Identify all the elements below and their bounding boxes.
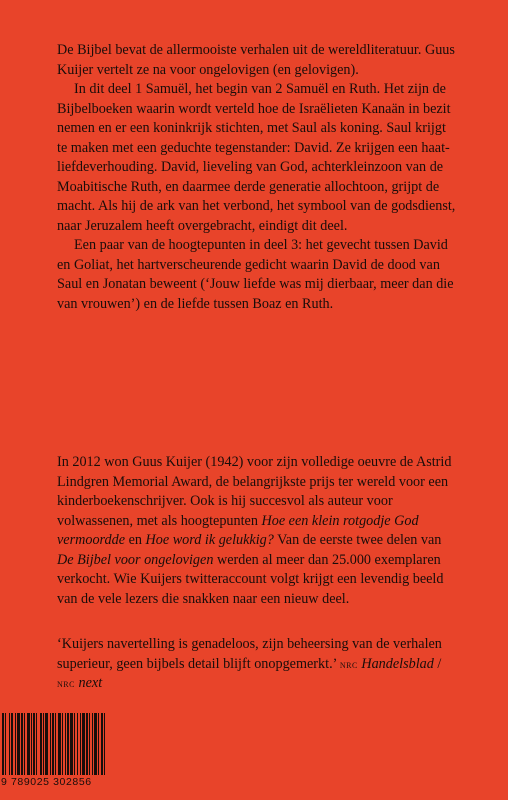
quote-text: ‘Kuijers navertelling is genadeloos, zijn beheersing van de verhalen superieur, geen bijbels detail blijft onopgemerkt.’ [57,636,442,672]
barcode-bar [65,713,66,775]
barcode-bar [45,713,48,775]
barcode-bar [70,713,73,775]
barcode-bar [40,713,42,775]
barcode-bar [2,713,4,775]
quote-source-next: next [74,675,103,691]
quote-source-nrc: nrc [339,656,358,671]
author-bio-text-4: werden al meer dan 25.000 exemplaren verkocht. Wie Kuijers twitteraccount volgt krijgt een levendig beeld van de vele lezers die snakken naar een nieuw deel. [57,551,444,607]
barcode-bar [11,713,13,775]
quote-source-nrc-next: nrc [57,676,75,690]
barcode-bar [77,713,78,775]
barcode-bar [98,713,99,775]
book-title-bijbel: De Bijbel voor ongelovigen [57,551,214,568]
barcode-bar [101,713,103,775]
blurb-paragraph-3: Een paar van de hoogtepunten in deel 3: het gevecht tussen David en Goliat, het hartverscheurende gedicht waarin David de dood van Saul en Jonatan beweent (‘Jouw liefde was mij dierbaar, meer dan die van vrouwen’) en de liefde tussen Boaz en Ruth. [57,237,454,312]
barcode-bar [5,713,6,775]
barcode-bar [58,713,61,775]
barcode-bar [9,713,10,775]
barcode-bar [62,713,63,775]
barcode-bar [31,713,32,775]
author-bio-text-1: In 2012 won Guus Kuijer (1942) voor zijn volledige oeuvre de Astrid Lindgren Memorial Award, de belangrijkste prijs ter wereld voor een kinderboekenschrijver. Ook is hij succesvol als auteur voor volwassenen, met als hoogtepunten [57,454,452,529]
barcode-bar [74,713,75,775]
barcode-bar [17,713,20,775]
author-bio-text-3: Van de eerste twee delen van [273,532,442,548]
barcode-bar [86,713,88,775]
barcode-bar [52,713,54,775]
barcode-bar [43,713,44,775]
blurb-paragraph-2: In dit deel 1 Samuël, het begin van 2 Samuël en Ruth. Het zijn de Bijbelboeken waarin wordt verteld hoe de Israëlieten Kanaän in bezit nemen en er een koninkrijk stichten, met Saul als koning. Saul krijgt te maken met een geduchte tegenstander: David. Ze krijgen een haat-liefdeverhouding. David, lieveling van God, achterkleinzoon van de Moabitische Ruth, en daarmee derde generatie allochtoon, grijpt de macht. Als hij de ark van het verbond, het symbool van de godsdienst, naar Jeruzalem heeft overgebracht, eindigt dit deel. [57,81,456,234]
barcode-bar [94,713,97,775]
quote-source-handelsblad: Handelsblad [357,655,434,672]
barcode-bar [80,713,81,775]
author-bio-paragraph [57,453,457,609]
blurb-paragraph-1: De Bijbel bevat de allermooiste verhalen uit de wereldliteratuur. Guus Kuijer vertelt ze na voor ongelovigen (en gelovigen). [57,42,455,78]
barcode-bar [15,713,16,775]
barcode-bar [104,713,105,775]
quote-source-separator: / [433,655,442,672]
blurb [57,41,457,314]
book-title-gelukkig: Hoe word ik gelukkig? [145,532,274,548]
author-bio-text-2: en [125,532,146,548]
barcode-bar [36,713,37,775]
barcode-bar [50,713,51,775]
barcode-bar [55,713,56,775]
author-bio [57,453,457,609]
review-quote [57,635,457,694]
barcode-bar [82,713,85,775]
isbn-number: 9 789025 302856 [1,776,92,788]
barcode-bar [27,713,30,775]
barcode-bar [24,713,25,775]
barcode-bar [92,713,93,775]
barcode-bar [89,713,90,775]
barcode-bars [2,713,110,775]
barcode-bar [67,713,69,775]
barcode-bar [21,713,23,775]
barcode-bar [33,713,35,775]
review-quote-paragraph [57,635,457,694]
book-title-rotgodje: Hoe een klein rotgodje God vermoordde [57,512,419,548]
